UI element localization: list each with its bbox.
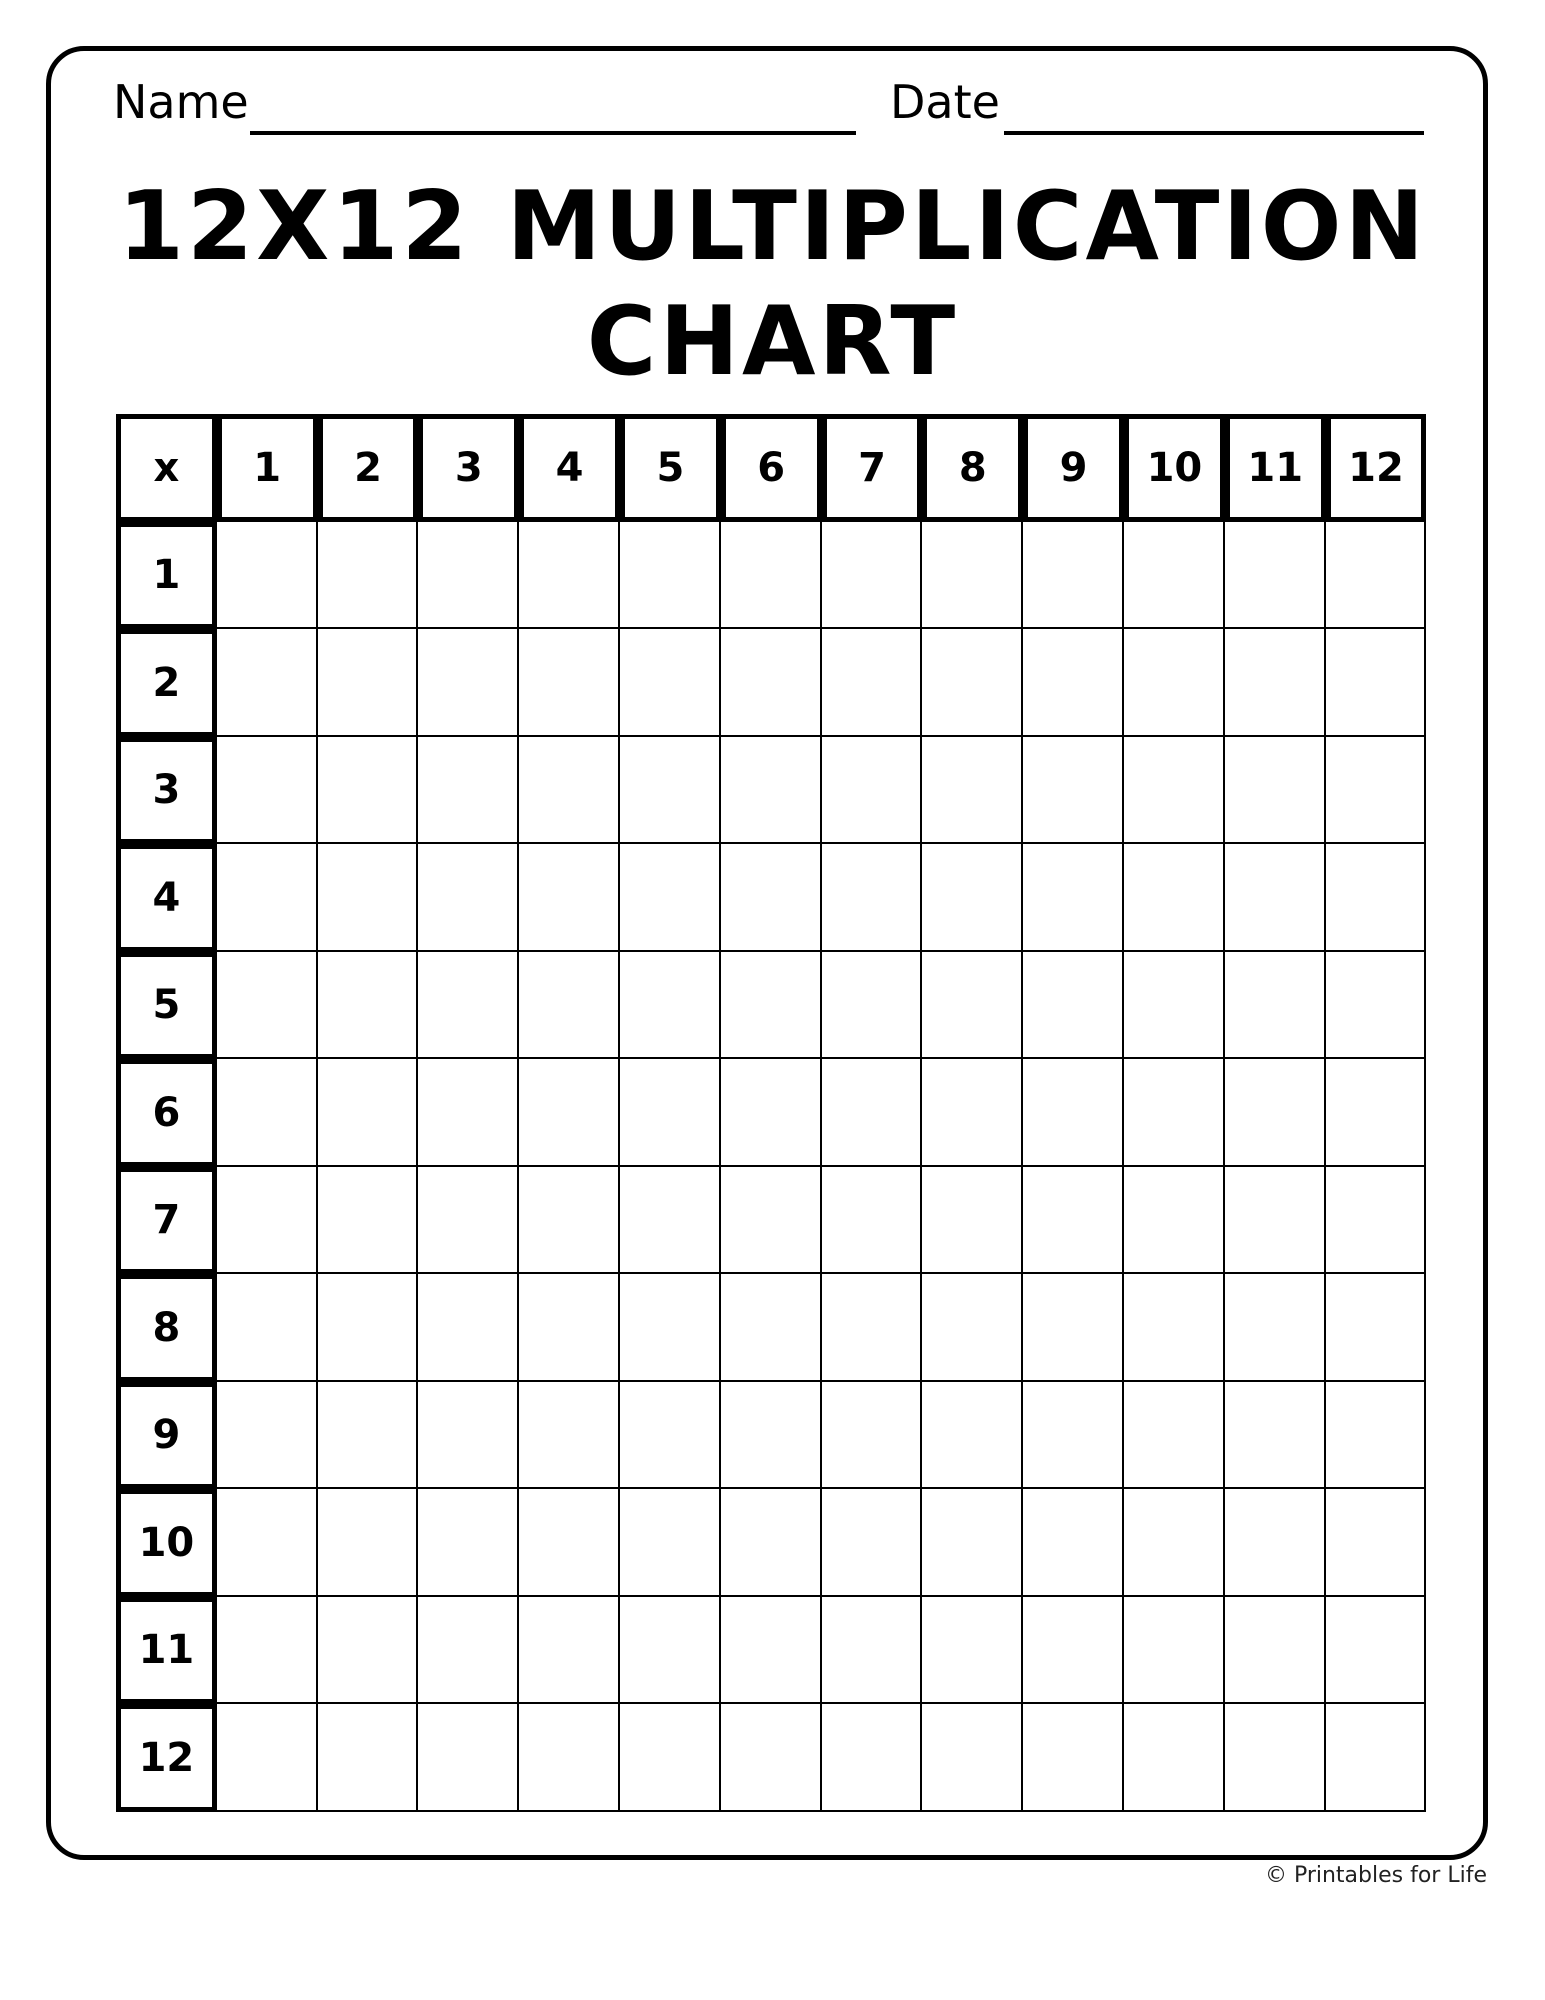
- answer-cell[interactable]: [1225, 1274, 1326, 1382]
- answer-cell[interactable]: [1326, 737, 1427, 845]
- answer-cell[interactable]: [1225, 952, 1326, 1060]
- date-field[interactable]: [1004, 131, 1424, 135]
- answer-cell[interactable]: [922, 522, 1023, 630]
- answer-cell[interactable]: [217, 1059, 318, 1167]
- answer-cell[interactable]: [1326, 1704, 1427, 1812]
- date-label: Date: [890, 75, 1000, 129]
- answer-cell[interactable]: [822, 1274, 923, 1382]
- answer-cell[interactable]: [620, 844, 721, 952]
- answer-cell[interactable]: [1326, 1597, 1427, 1705]
- answer-cell[interactable]: [1326, 952, 1427, 1060]
- answer-cell[interactable]: [217, 1167, 318, 1275]
- answer-cell[interactable]: [217, 952, 318, 1060]
- answer-cell[interactable]: [922, 629, 1023, 737]
- answer-cell[interactable]: [418, 844, 519, 952]
- answer-cell[interactable]: [1225, 844, 1326, 952]
- answer-cell[interactable]: [217, 1382, 318, 1490]
- answer-cell[interactable]: [418, 629, 519, 737]
- answer-cell[interactable]: [217, 844, 318, 952]
- answer-cell[interactable]: [1326, 1167, 1427, 1275]
- column-header: 4: [519, 414, 620, 522]
- answer-cell[interactable]: [721, 1382, 822, 1490]
- answer-cell[interactable]: [922, 1704, 1023, 1812]
- answer-cell[interactable]: [1124, 1597, 1225, 1705]
- answer-cell[interactable]: [620, 1597, 721, 1705]
- page-title: 12X12 MULTIPLICATION: [117, 172, 1428, 282]
- answer-cell[interactable]: [318, 1274, 419, 1382]
- answer-cell[interactable]: [620, 1704, 721, 1812]
- answer-cell[interactable]: [922, 1167, 1023, 1275]
- answer-cell[interactable]: [1023, 1489, 1124, 1597]
- column-header: 2: [318, 414, 419, 522]
- answer-cell[interactable]: [922, 737, 1023, 845]
- row-header: 8: [116, 1274, 217, 1382]
- answer-cell[interactable]: [1326, 1059, 1427, 1167]
- answer-cell[interactable]: [418, 1704, 519, 1812]
- column-header: 5: [620, 414, 721, 522]
- answer-cell[interactable]: [418, 522, 519, 630]
- answer-cell[interactable]: [418, 1489, 519, 1597]
- row-header: 9: [116, 1382, 217, 1490]
- answer-cell[interactable]: [721, 1597, 822, 1705]
- answer-cell[interactable]: [1225, 1059, 1326, 1167]
- row-header: 6: [116, 1059, 217, 1167]
- answer-cell[interactable]: [418, 952, 519, 1060]
- answer-cell[interactable]: [1124, 844, 1225, 952]
- answer-cell[interactable]: [1225, 1489, 1326, 1597]
- answer-cell[interactable]: [318, 1597, 419, 1705]
- answer-cell[interactable]: [822, 1382, 923, 1490]
- answer-cell[interactable]: [822, 1704, 923, 1812]
- answer-cell[interactable]: [922, 844, 1023, 952]
- answer-cell[interactable]: [922, 952, 1023, 1060]
- answer-cell[interactable]: [1124, 1059, 1225, 1167]
- row-header: 7: [116, 1167, 217, 1275]
- answer-cell[interactable]: [721, 1704, 822, 1812]
- answer-cell[interactable]: [1124, 1489, 1225, 1597]
- row-header: 10: [116, 1489, 217, 1597]
- answer-cell[interactable]: [1023, 1382, 1124, 1490]
- answer-cell[interactable]: [1326, 629, 1427, 737]
- column-header: 9: [1023, 414, 1124, 522]
- answer-cell[interactable]: [620, 1274, 721, 1382]
- answer-cell[interactable]: [519, 1597, 620, 1705]
- answer-cell[interactable]: [1225, 1167, 1326, 1275]
- answer-cell[interactable]: [418, 1382, 519, 1490]
- answer-cell[interactable]: [620, 522, 721, 630]
- row-header: 11: [116, 1597, 217, 1705]
- column-header: 12: [1326, 414, 1427, 522]
- answer-cell[interactable]: [721, 844, 822, 952]
- answer-cell[interactable]: [519, 1059, 620, 1167]
- answer-cell[interactable]: [519, 844, 620, 952]
- answer-cell[interactable]: [519, 737, 620, 845]
- answer-cell[interactable]: [620, 737, 721, 845]
- answer-cell[interactable]: [1225, 629, 1326, 737]
- answer-cell[interactable]: [822, 737, 923, 845]
- column-header: 6: [721, 414, 822, 522]
- answer-cell[interactable]: [620, 1382, 721, 1490]
- answer-cell[interactable]: [822, 522, 923, 630]
- answer-cell[interactable]: [1023, 1704, 1124, 1812]
- column-header: 3: [418, 414, 519, 522]
- answer-cell[interactable]: [1023, 737, 1124, 845]
- answer-cell[interactable]: [318, 1704, 419, 1812]
- answer-cell[interactable]: [318, 1167, 419, 1275]
- row-header: 12: [116, 1704, 217, 1812]
- answer-cell[interactable]: [318, 629, 419, 737]
- answer-cell[interactable]: [922, 1597, 1023, 1705]
- answer-cell[interactable]: [519, 952, 620, 1060]
- answer-cell[interactable]: [1225, 522, 1326, 630]
- answer-cell[interactable]: [217, 522, 318, 630]
- answer-cell[interactable]: [519, 1274, 620, 1382]
- answer-cell[interactable]: [318, 737, 419, 845]
- answer-cell[interactable]: [1124, 1382, 1225, 1490]
- row-header: 3: [116, 737, 217, 845]
- answer-cell[interactable]: [519, 1489, 620, 1597]
- answer-cell[interactable]: [721, 1059, 822, 1167]
- answer-cell[interactable]: [519, 522, 620, 630]
- answer-cell[interactable]: [1124, 1167, 1225, 1275]
- column-header: 7: [822, 414, 923, 522]
- answer-cell[interactable]: [721, 1167, 822, 1275]
- answer-cell[interactable]: [922, 1489, 1023, 1597]
- answer-cell[interactable]: [217, 737, 318, 845]
- answer-cell[interactable]: [822, 952, 923, 1060]
- answer-cell[interactable]: [721, 1274, 822, 1382]
- page-subtitle: CHART: [586, 287, 959, 397]
- answer-cell[interactable]: [1023, 522, 1124, 630]
- answer-cell[interactable]: [721, 952, 822, 1060]
- answer-cell[interactable]: [1326, 1382, 1427, 1490]
- answer-cell[interactable]: [721, 737, 822, 845]
- answer-cell[interactable]: [318, 1059, 419, 1167]
- column-header: 11: [1225, 414, 1326, 522]
- answer-cell[interactable]: [1326, 1274, 1427, 1382]
- answer-cell[interactable]: [318, 1489, 419, 1597]
- answer-cell[interactable]: [822, 1597, 923, 1705]
- answer-cell[interactable]: [620, 629, 721, 737]
- name-label: Name: [113, 75, 249, 129]
- answer-cell[interactable]: [418, 1167, 519, 1275]
- answer-cell[interactable]: [1225, 737, 1326, 845]
- answer-cell[interactable]: [217, 1274, 318, 1382]
- answer-cell[interactable]: [217, 1597, 318, 1705]
- corner-cell: x: [116, 414, 217, 522]
- answer-cell[interactable]: [318, 522, 419, 630]
- answer-cell[interactable]: [1023, 952, 1124, 1060]
- answer-cell[interactable]: [1023, 1059, 1124, 1167]
- answer-cell[interactable]: [519, 1167, 620, 1275]
- answer-cell[interactable]: [922, 1382, 1023, 1490]
- answer-cell[interactable]: [822, 1167, 923, 1275]
- name-field[interactable]: [250, 131, 856, 135]
- answer-cell[interactable]: [418, 737, 519, 845]
- answer-cell[interactable]: [418, 1597, 519, 1705]
- answer-cell[interactable]: [519, 1382, 620, 1490]
- answer-cell[interactable]: [519, 1704, 620, 1812]
- row-header: 2: [116, 629, 217, 737]
- answer-cell[interactable]: [418, 1059, 519, 1167]
- answer-cell[interactable]: [1225, 1704, 1326, 1812]
- answer-cell[interactable]: [1225, 1382, 1326, 1490]
- row-header: 5: [116, 952, 217, 1060]
- answer-cell[interactable]: [1124, 629, 1225, 737]
- answer-cell[interactable]: [318, 844, 419, 952]
- copyright-notice: © Printables for Life: [1264, 1863, 1487, 1888]
- answer-cell[interactable]: [822, 1059, 923, 1167]
- answer-cell[interactable]: [721, 1489, 822, 1597]
- answer-cell[interactable]: [1124, 522, 1225, 630]
- answer-cell[interactable]: [1023, 1274, 1124, 1382]
- answer-cell[interactable]: [1124, 1274, 1225, 1382]
- answer-cell[interactable]: [1023, 629, 1124, 737]
- answer-cell[interactable]: [1124, 952, 1225, 1060]
- answer-cell[interactable]: [922, 1274, 1023, 1382]
- answer-cell[interactable]: [620, 1489, 721, 1597]
- answer-cell[interactable]: [1326, 844, 1427, 952]
- answer-cell[interactable]: [217, 1489, 318, 1597]
- answer-cell[interactable]: [822, 844, 923, 952]
- answer-cell[interactable]: [418, 1274, 519, 1382]
- answer-cell[interactable]: [318, 952, 419, 1060]
- answer-cell[interactable]: [620, 1059, 721, 1167]
- row-header: 4: [116, 844, 217, 952]
- answer-cell[interactable]: [620, 1167, 721, 1275]
- answer-cell[interactable]: [1023, 1167, 1124, 1275]
- answer-cell[interactable]: [822, 629, 923, 737]
- answer-cell[interactable]: [318, 1382, 419, 1490]
- answer-cell[interactable]: [1326, 522, 1427, 630]
- answer-cell[interactable]: [1326, 1489, 1427, 1597]
- answer-cell[interactable]: [822, 1489, 923, 1597]
- answer-cell[interactable]: [620, 952, 721, 1060]
- answer-cell[interactable]: [721, 522, 822, 630]
- answer-cell[interactable]: [217, 1704, 318, 1812]
- column-header: 10: [1124, 414, 1225, 522]
- answer-cell[interactable]: [1225, 1597, 1326, 1705]
- answer-cell[interactable]: [217, 629, 318, 737]
- answer-cell[interactable]: [1023, 844, 1124, 952]
- answer-cell[interactable]: [1124, 737, 1225, 845]
- multiplication-grid: [116, 414, 1426, 1812]
- answer-cell[interactable]: [1124, 1704, 1225, 1812]
- answer-cell[interactable]: [922, 1059, 1023, 1167]
- answer-cell[interactable]: [519, 629, 620, 737]
- row-header: 1: [116, 522, 217, 630]
- column-header: 8: [922, 414, 1023, 522]
- column-header: 1: [217, 414, 318, 522]
- answer-cell[interactable]: [1023, 1597, 1124, 1705]
- answer-cell[interactable]: [721, 629, 822, 737]
